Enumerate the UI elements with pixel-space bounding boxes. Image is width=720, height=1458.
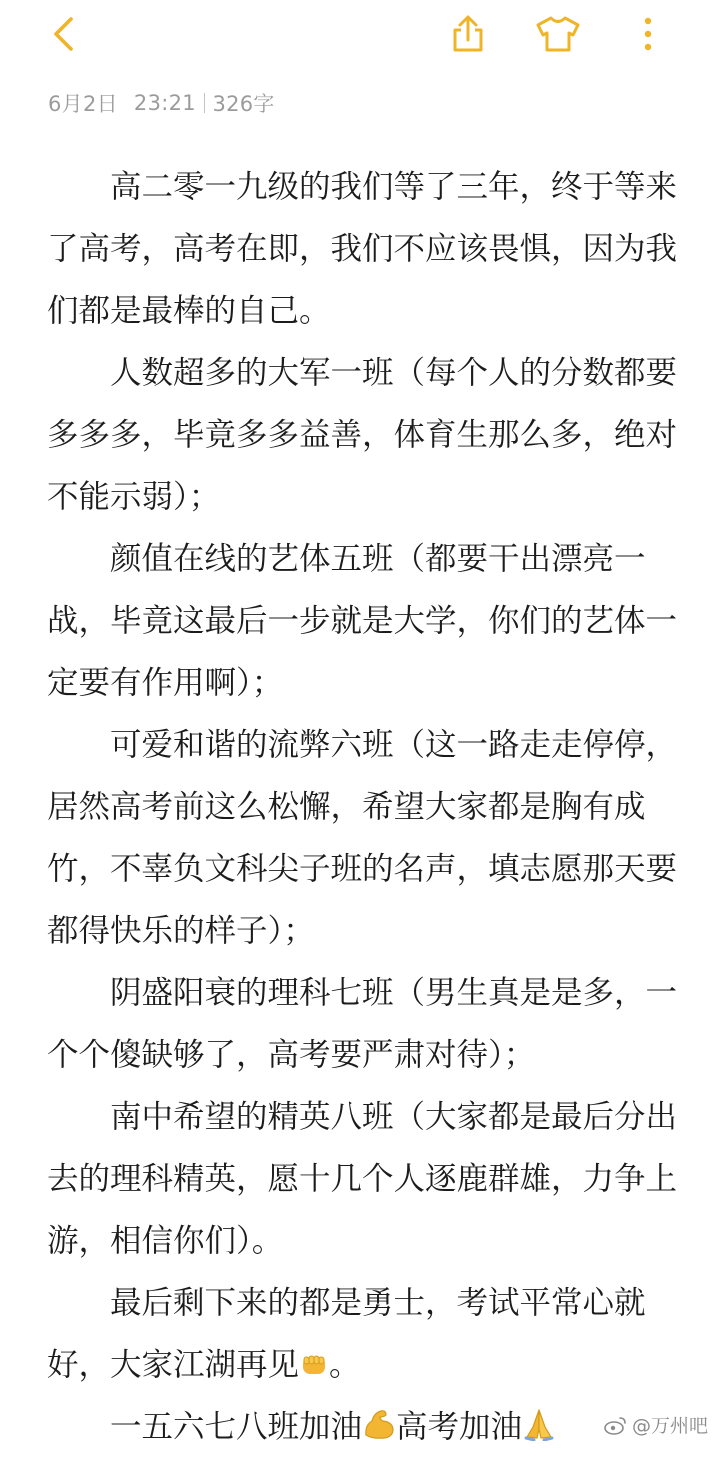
top-toolbar <box>0 0 720 70</box>
folded-hands-emoji-icon <box>522 1407 556 1441</box>
back-button[interactable] <box>40 10 88 58</box>
paragraph: 高二零一九级的我们等了三年，终于等来了高考，高考在即，我们不应该畏惧，因为我们都是最棒的自己。 <box>47 169 678 329</box>
paragraph: 阴盛阳衰的理科七班（男生真是是多，一个个傻缺够了，高考要严肃对待）； <box>47 975 678 1073</box>
paragraph-end: 。 <box>329 1347 361 1383</box>
note-date: 6月2日 <box>48 92 118 116</box>
paragraph <box>47 1272 687 1396</box>
paragraph: 颜值在线的艺体五班（都要干出漂亮一战，毕竟这最后一步就是大学，你们的艺体一定要有作用啊）； <box>47 541 678 701</box>
theme-button[interactable] <box>534 10 582 58</box>
meta-divider <box>204 93 206 113</box>
paragraph-text: 最后剩下来的都是勇士，考试平常心就好，大家江湖再见 <box>47 1285 646 1383</box>
flexed-biceps-emoji-icon <box>362 1407 396 1441</box>
note-time: 23:21 <box>133 91 196 115</box>
tshirt-icon <box>534 14 582 54</box>
share-icon <box>448 14 488 54</box>
share-button[interactable] <box>444 10 492 58</box>
weibo-watermark <box>600 1409 712 1440</box>
more-vertical-icon <box>642 14 654 54</box>
paragraph: 可爱和谐的流弊六班（这一路走走停停，居然高考前这么松懈，希望大家都是胸有成竹，不辜负文科尖子班的名声，填志愿那天要都得快乐的样子）； <box>47 727 678 949</box>
paragraph: 人数超多的大军一班（每个人的分数都要多多多，毕竟多多益善，体育生那么多，绝对不能示弱）； <box>47 355 678 515</box>
watermark-text: @万州吧 <box>631 1415 708 1437</box>
word-count: 326字 <box>212 92 275 116</box>
chevron-left-icon <box>49 14 79 54</box>
paragraph-text: 高考加油 <box>396 1409 523 1445</box>
more-options-button[interactable] <box>624 10 672 58</box>
paragraph: 南中希望的精英八班（大家都是最后分出去的理科精英，愿十几个人逐鹿群雄，力争上游，相信你们）。 <box>47 1099 678 1259</box>
weibo-logo-icon <box>604 1415 628 1435</box>
paragraph <box>47 1396 687 1458</box>
fist-emoji-icon <box>299 1349 329 1379</box>
note-meta <box>48 86 275 120</box>
paragraph-text: 一五六七八班加油 <box>110 1409 363 1445</box>
note-body[interactable] <box>47 156 687 1458</box>
